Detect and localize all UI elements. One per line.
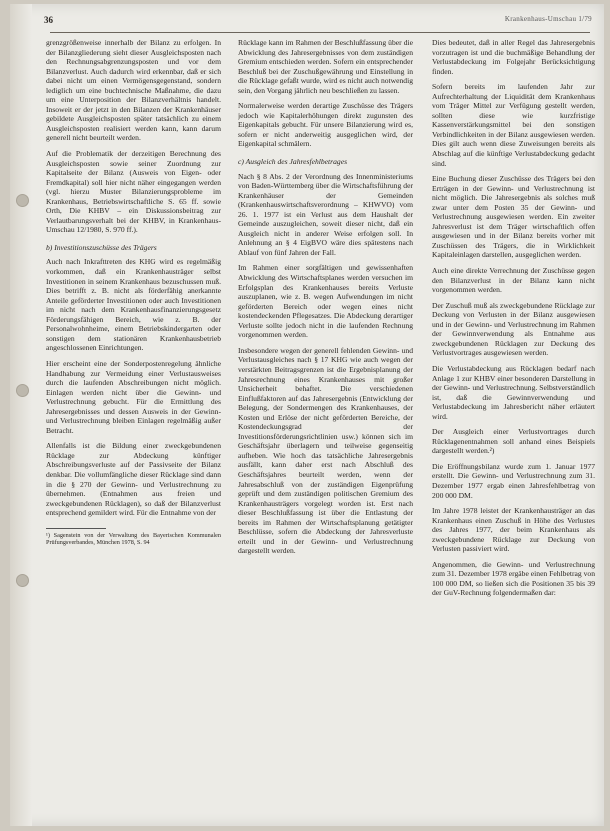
paragraph: Allenfalls ist die Bildung einer zweckgebundenen Rücklage zur Abdeckung künftiger Abschreibungsverluste auf der Passivseite der Bilanz denkbar. Die vollumfängliche dieser Rücklage sind dann in die § 270 der Gewinn- und Verlustrechnung zu übernehmen. (Entnahmen aus freien und zweckgebundenen Rücklagen), so daß der Bilanzverlust entsprechend gemildert wird. Für die Entnahme von der xyxy=(46,441,221,518)
paragraph: Die Eröffnungsbilanz wurde zum 1. Januar 1977 erstellt. Die Gewinn- und Verlustrechnung zum 31. Dezember 1977 ergab einen Jahresfehlbetrag von 200 000 DM. xyxy=(432,461,595,500)
running-title: Krankenhaus-Umschau 1/79 xyxy=(504,15,592,23)
document-page xyxy=(10,4,604,826)
paragraph: Die Verlustabdeckung aus Rücklagen bedarf nach Anlage 1 zur KHBV einer besonderen Darstellung in der Gewinn- und Verlustrechnung. Selbstverständlich ist, daß die Gewinnverwendung und Verlustabdeckung im Jahresbericht näher erläutert wird. xyxy=(432,363,595,421)
binding-edge xyxy=(10,4,32,826)
paragraph: Angenommen, die Gewinn- und Verlustrechnung zum 31. Dezember 1978 ergäbe einen Fehlbetrag von 100 000 DM, so ließen sich die Positionen 35 bis 39 der GuV-Rechnung folgendermaßen dar: xyxy=(432,559,595,598)
section-heading: c) Ausgleich des Jahresfehlbetrages xyxy=(238,157,348,167)
paragraph: Hier erscheint eine der Sonderpostenregelung ähnliche Handhabung zur Vermeidung einer Verlustausweises durch die laufenden Abschreibungen nicht möglich. Einlagen werden nicht über die Gewinn- und Verlustrechnung gebucht. Für die Ermittlung des Jahresergebnisses und dessen Ausweis in der Gewinn- und Verlustrechnung bleiben Einlagen regelmäßig außer Betracht. xyxy=(46,358,221,435)
paragraph: Auch nach Inkrafttreten des KHG wird es regelmäßig vorkommen, daß ein Krankenhausträger selbst Investitionen in seinem Krankenhaus bezuschussen muß. Dies betrifft z. B. nicht als förderfähig anerkannte Anteile geförderter Investitionen oder auch Investitionen im nicht nach dem Krankenhausfinanzierungsgesetz Förderungsfähigen Bereich, wie z. B. der Personalwohnheime, einem Betriebskindergarten oder sonstigen dem stationären Krankenhausbetrieb angeschlossenen Einrichtungen. xyxy=(46,257,221,353)
page-number: 36 xyxy=(44,15,53,25)
paragraph: grenzgrößenweise innerhalb der Bilanz zu erfolgen. In der Bilanzgliederung sieht dieser Ausgleichsposten nach den Rechnungsabgrenzungsposten und vor dem Bilanzverlust. Auch dadurch wird erkennbar, daß er sich dabei nicht um einen Vermögensgegenstand, sondern lediglich um eine buchtechnische Maßnahme, die dazu um eine Unterposition der Bilanzverhältnis handelt. Insoweit er der jetzt in den Bilanzen der Krankenhäuser gebildete Ausgleichsposten später tatsächlich zu einem Ausgleichsposten realisiert werden kann, kann darum generell nicht beurteilt werden. xyxy=(46,38,221,143)
paragraph: Der Zuschuß muß als zweckgebundene Rücklage zur Deckung von Verlusten in der Bilanz ausgewiesen und in der Gewinn- und Verlustrechnung im Rahmen der Gewinnverwendung als Entnahme aus zweckgebundenen Rücklagen zur Deckung des Verlustvortrages ausgewiesen werden. xyxy=(432,300,595,358)
paragraph: Rücklage kann im Rahmen der Beschlußfassung über die Abwicklung des Jahresergebnisses von dem zuständigen Gremium entschieden werden. Sofern ein entsprechender Beschluß bei der Zuschußgewährung und Einstellung in die Rücklage gefaßt wurde, wird es nicht auch notwendig sein, den Vorgang jährlich neu beschließen zu lassen. xyxy=(238,38,413,95)
paragraph: Eine Buchung dieser Zuschüsse des Trägers bei den Erträgen in der Gewinn- und Verlustrechnung ist nicht möglich. Die Jahresergebnis als solches muß zwar unter dem Posten 35 der Gewinn- und Verlustrechnung ausgewiesen werden. Ein zweiter Jahresverlust ist dem Träger wirtschaftlich offen ausgewiesen und in der Bilanz bereits vorher mit Zuschüssen des Trägers, die in Wirklichkeit Kapitaleinlagen darstellen, ausgeglichen werden. xyxy=(432,174,595,260)
punch-hole xyxy=(16,194,29,207)
paragraph: Auf die Problematik der derzeitigen Berechnung des Ausgleichsposten sowie seiner Zuordnung zur Kapitalseite der Bilanz (Ausweis von Eigen- oder Fremdkapital) soll hier nicht näher eingegangen werden (vgl. hierzu Muster Bilanzierungsprobleme im Krankenhaus, Betriebswirtschaftliche S. 65 ff. sowie Orth, Die KHBV – ein Diskussionsbeitrag zur Verlautbarungsverhalt bei der KHBV, in Krankenhaus-Umschau 12/1980, S. 970 ff.). xyxy=(46,149,221,235)
header-rule xyxy=(50,32,590,33)
section-heading: b) Investitionszuschüsse des Trägers xyxy=(46,242,157,252)
paragraph: Im Rahmen einer sorgfältigen und gewissenhaften Abwicklung des Wirtschaftsplanes werden versuchen im Erfolgsplan des Krankenhauses bereits Verluste auszuplanen, wie z. B. wegen Aufwendungen im nicht geförderten Bereich oder wegen eines nicht kostendeckenden Pflegesatzes. Die Abdeckung derartiger Verluste sollte jedoch nicht in die laufenden Rechnung vorgenommen werden. xyxy=(238,263,413,340)
paragraph: Auch eine direkte Verrechnung der Zuschüsse gegen den Bilanzverlust in der Bilanz kann nicht vorgenommen werden. xyxy=(432,266,595,295)
footnote: ¹) Sagenstein von der Verwaltung des Bayerischen Kommunalen Prüfungsverbandes, München 1978, S. 94 xyxy=(46,531,221,547)
paragraph: Im Jahre 1978 leistet der Krankenhausträger an das Krankenhaus einen Zuschuß in Höhe des Verlustes des Jahres 1977, der beim Krankenhaus als zweckgebundene Rücklage zur Deckung von Verlusten passiviert wird. xyxy=(432,506,595,554)
paragraph: Nach § 8 Abs. 2 der Verordnung des Innenministeriums von Baden-Württemberg über die Wirtschaftsführung der Krankenhäuser der Gemeinden (Krankenhauswirtschaftsverordnung – KHWVO) vom 26. 1. 1977 ist ein Verlust aus dem Haushalt der Gemeinde auszugleichen, soweit dieser nicht, daß ein Ausgleich nicht in anderer Weise erfolgen soll. In Anlehnung an § 4 EigBVO wäre dies spätestens nach Ablauf von fünf Jahren der Fall. xyxy=(238,171,413,257)
punch-hole xyxy=(16,384,29,397)
text-column-3 xyxy=(432,38,595,818)
paragraph: Normalerweise werden derartige Zuschüsse des Trägers jedoch wie Kapitalerhöhungen direkt zugunsten des Eigenkapitals gebucht. Für unsere Bilanzierung wird es, sofern er nicht anderweitig ausgeglichen wird, der Eigenkapital schmälern. xyxy=(238,101,413,149)
text-column-1 xyxy=(46,38,221,818)
footnote-rule xyxy=(46,528,106,529)
text-column-2 xyxy=(238,38,413,818)
paragraph: Dies bedeutet, daß in aller Regel das Jahresergebnis vorzutragen ist und die buchmäßige Behandlung der Verlustabdeckung im Folgejahr Berücksichtigung finden. xyxy=(432,38,595,76)
paragraph: Der Ausgleich einer Verlustvortrages durch Rücklagenentnahmen soll anhand eines Beispiels dargestellt werden.²) xyxy=(432,427,595,456)
paragraph: Insbesondere wegen der generell fehlenden Gewinn- und Verlustausgleiches nach § 17 KHG wie auch wegen der verstärkten Beitragsgrenzen ist die Ergebnisplanung der Jahresrechnung eines Krankenhauses mit großer Unsicherheit behaftet. Die verschiedenen Einflußfaktoren auf das Jahresergebnis (Entwicklung der Belegung, der Sondermengen des Krankenhauses, der Kosten und Erlöse der nicht geförderten Bereiche, der Kostendeckungsgrad der Investitionsförderungsrichtlinien usw.) können sich im Geschäftsjahr überlagern und teilweise gegenseitig aufheben. Wie hoch das tatsächliche Jahresergebnis ausfällt, kann daher erst nach Abschluß des Geschäftsjahres beurteilt werden, wenn der Jahresabschluß von der zuständigen Eigenprüfung geprüft und dem zuständigen politischen Gremium des Krankenhausträgers vorgelegt worden ist. Erst nach dieser Beschlußfassung ist über die Entlastung der bereits im Rahmen der Wirtschaftsplanung getätigter Beschlüsse, sofern die Abdeckung der Jahresverluste erteilt und in der Gewinn- und Verlustrechnung dargestellt werden. xyxy=(238,345,413,556)
punch-hole xyxy=(16,574,29,587)
paragraph: Sofern bereits im laufenden Jahr zur Aufrechterhaltung der Liquidität dem Krankenhaus vom Träger Mittel zur Verfügung gestellt werden, sollten diese wie kurzfristige Kassenverstärkungsmittel bei den sonstigen Verbindlichkeiten in der Bilanz ausgewiesen werden. Dies gilt auch wenn diese Zuweisungen bereits als Abschlag auf die künftige Verlustabdeckung gedacht sind. xyxy=(432,82,595,168)
